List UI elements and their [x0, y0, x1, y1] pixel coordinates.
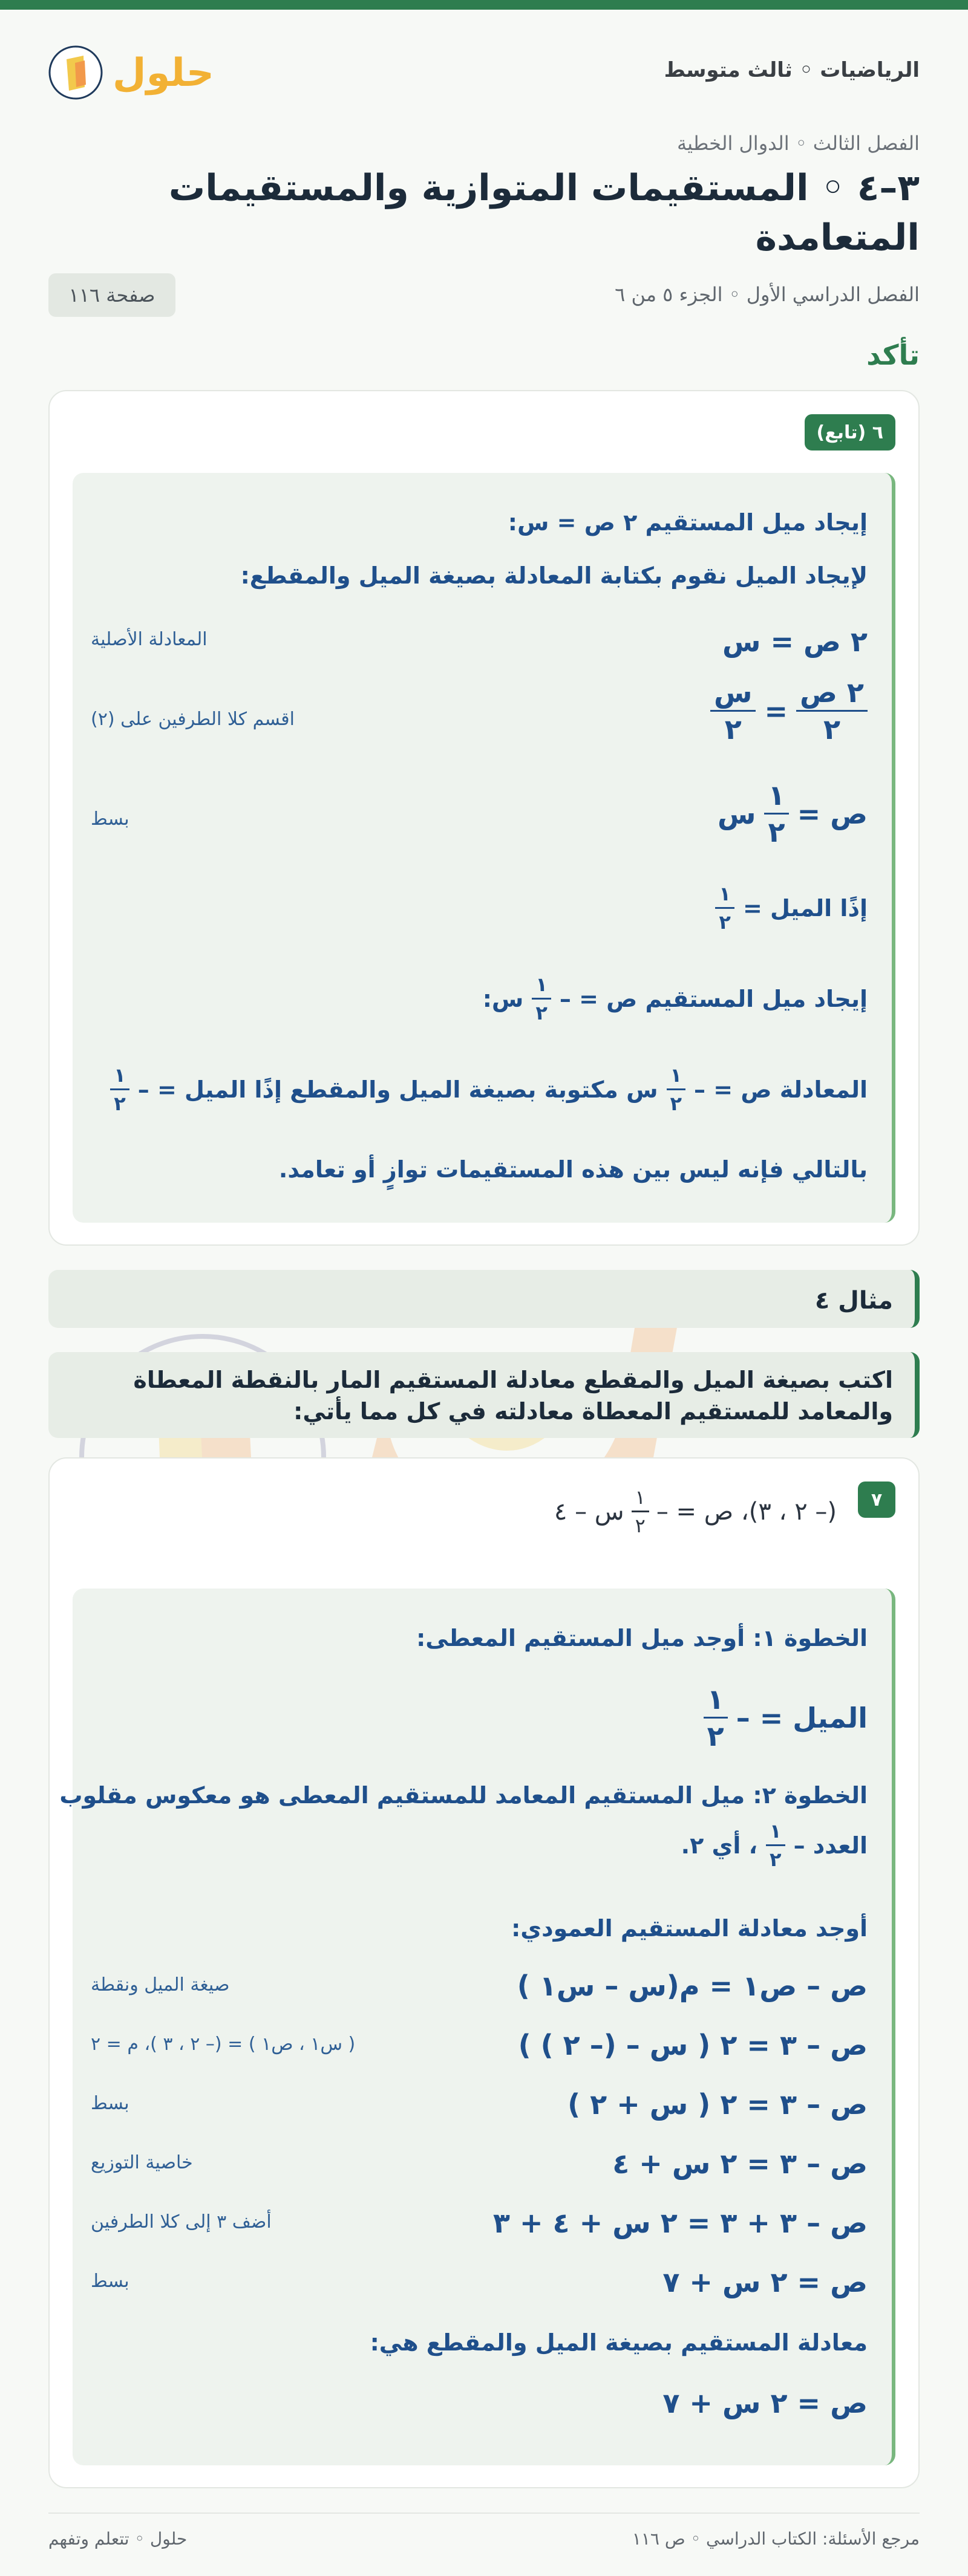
- equation: ٢ ص = س: [722, 625, 868, 658]
- equation-row: ص – ص١ = م(س – س١ ): [517, 1969, 868, 2002]
- chapter-label: الفصل الثالث ◦ الدوال الخطية: [677, 132, 920, 155]
- final-label: معادلة المستقيم بصيغة الميل والمقطع هي:: [370, 2329, 868, 2356]
- solution-panel: [59, 1589, 895, 2465]
- page-badge: صفحة ١١٦: [48, 273, 175, 317]
- section-heading: تأكد: [866, 339, 920, 371]
- final-equation: ص = ٢ س + ٧: [662, 2387, 868, 2419]
- brand-logo[interactable]: [48, 36, 224, 109]
- step-2: الخطوة ٢: ميل المستقيم المعامد للمستقيم المعطى هو معكوس مقلوب: [59, 1782, 868, 1809]
- equation-divide: $\frac{\text{٢ ص}}{٢}$ = $\frac{\text{س}}{٢}$: [710, 678, 868, 743]
- fraction: $\frac{\text{٢ ص}}{٢}$: [796, 678, 868, 743]
- solution-panel: [73, 473, 895, 1223]
- subject-title: الرياضيات ◦ ثالث متوسط: [664, 58, 920, 82]
- example-title-banner: [48, 1270, 920, 1328]
- example-question-banner: [48, 1352, 920, 1438]
- step-note: بسط: [91, 808, 129, 830]
- fraction: $\frac{١}{٢}$: [715, 884, 734, 932]
- given-slope: الميل = – $\frac{١}{٢}$: [704, 1685, 868, 1750]
- step-note: خاصية التوزيع: [91, 2152, 193, 2173]
- footer-divider: [48, 2513, 920, 2514]
- step-3: أوجد معادلة المستقيم العمودي:: [511, 1915, 868, 1942]
- example-title: مثال ٤: [814, 1287, 893, 1315]
- question-card-6: [48, 390, 920, 1246]
- fraction: $\frac{١}{٢}$: [532, 975, 551, 1023]
- fraction: $\frac{١}{٢}$: [632, 1488, 649, 1535]
- solution-line: المعادلة ص = – $\frac{١}{٢}$ س مكتوبة بصيغة الميل والمقطع إذًا الميل = – $\frac{١}{٢}$: [110, 1065, 868, 1113]
- question-number-badge: ٦ (تابع): [805, 414, 895, 450]
- top-accent-bar: [0, 0, 968, 10]
- step-note: اقسم كلا الطرفين على (٢): [91, 709, 295, 730]
- fraction: $\frac{١}{٢}$: [704, 1685, 728, 1750]
- fraction: $\frac{١}{٢}$: [766, 1821, 785, 1869]
- fraction: $\frac{١}{٢}$: [667, 1065, 686, 1113]
- solution-line: إيجاد ميل المستقيم ص = – $\frac{١}{٢}$ س:: [482, 973, 868, 1024]
- step-note: ( س١ ، ص١ ) = (– ٢ ، ٣ )، م = ٢: [91, 2034, 356, 2055]
- page-header: [48, 36, 920, 109]
- step-note: بسط: [91, 2271, 129, 2292]
- step-note: أضف ٣ إلى كلا الطرفين: [91, 2211, 272, 2233]
- equation-row: ص = ٢ س + ٧: [662, 2266, 868, 2298]
- step-1: الخطوة ١: أوجد ميل المستقيم المعطى:: [416, 1625, 868, 1651]
- step-note: بسط: [91, 2093, 129, 2114]
- conclusion: بالتالي فإنه ليس بين هذه المستقيمات توازٍ أو تعامد.: [278, 1156, 868, 1183]
- equation-simplified: ص = $\frac{١}{٢}$ س: [718, 779, 868, 848]
- question-card-7: [48, 1457, 920, 2488]
- lesson-title: ٣–٤ ◦ المستقيمات المتوازية والمستقيمات المتعامدة: [168, 167, 920, 259]
- step-note: المعادلة الأصلية: [91, 629, 208, 650]
- equation-row: ص – ٣ = ٢ س + ٤: [612, 2147, 868, 2180]
- step-note: صيغة الميل ونقطة: [91, 1974, 230, 1995]
- step-2-cont: العدد – $\frac{١}{٢}$ ، أي ٢.: [681, 1820, 868, 1871]
- solution-line: إيجاد ميل المستقيم ٢ ص = س:: [508, 509, 868, 536]
- term-meta: الفصل الدراسي الأول ◦ الجزء ٥ من ٦: [615, 283, 920, 306]
- footer-source: مرجع الأسئلة: الكتاب الدراسي ◦ ص ١١٦: [632, 2529, 920, 2549]
- fraction: $\frac{١}{٢}$: [110, 1065, 129, 1113]
- solution-line: لإيجاد الميل نقوم بكتابة المعادلة بصيغة الميل والمقطع:: [240, 562, 868, 589]
- logo-wordmark: حلول: [113, 51, 214, 96]
- footer-brand[interactable]: حلول ◦ تتعلم وتفهم: [48, 2529, 188, 2549]
- example-question: اكتب بصيغة الميل والمقطع معادلة المستقيم المار بالنقطة المعطاة والمعامد للمستقيم المعطاة معادلته في كل مما يأتي:: [133, 1367, 893, 1425]
- equation-row: ص – ٣ + ٣ = ٢ س + ٤ + ٣: [492, 2207, 868, 2239]
- question-number-badge: ٧: [858, 1482, 895, 1518]
- equation-row: ص – ٣ = ٢ ( س + ٢ ): [567, 2088, 868, 2121]
- slope-result: إذًا الميل = $\frac{١}{٢}$: [715, 884, 868, 932]
- fraction: $\frac{١}{٢}$: [764, 781, 788, 846]
- fraction: $\frac{\text{س}}{٢}$: [710, 678, 756, 743]
- given-data: (– ٢ ، ٣)، ص = – $\frac{١}{٢}$ س – ٤: [554, 1486, 837, 1537]
- equation-row: ص – ٣ = ٢ ( س – (– ٢ ) ): [518, 2029, 868, 2061]
